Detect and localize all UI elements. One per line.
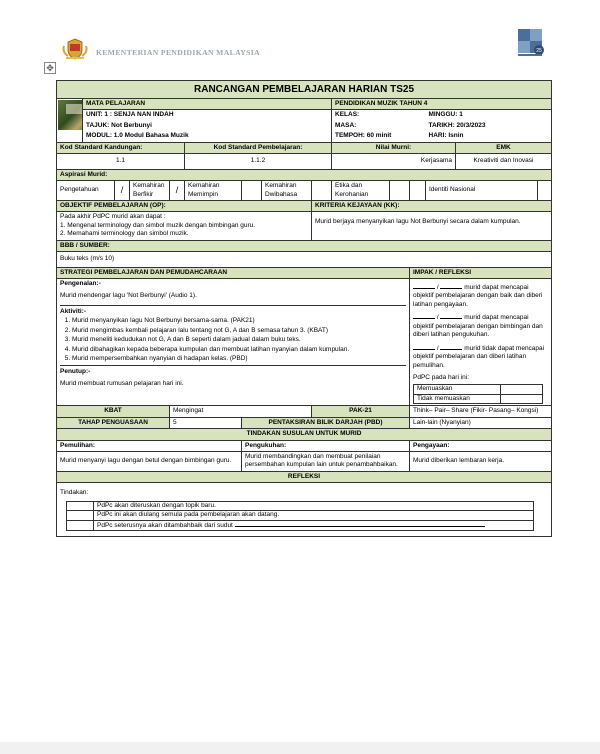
aspirasi-mark-4 <box>312 181 332 201</box>
pbd-label: PENTAKSIRAN BILIK DARJAH (PBD) <box>242 417 410 428</box>
nilai-murni: Kerjasama <box>332 154 456 169</box>
objektif-pembelajaran <box>57 212 312 240</box>
aspirasi-label: Aspirasi Murid: <box>57 169 552 180</box>
pengayaan-label: Pengayaan: <box>410 440 552 451</box>
aspirasi-pengetahuan: Pengetahuan <box>57 181 115 201</box>
pengayaan: Murid diberikan lembaran kerja. <box>410 452 552 472</box>
kod-sk-label: Kod Standard Kandungan: <box>57 142 185 153</box>
aktiviti-label: Aktiviti:- <box>60 305 406 316</box>
tindakan-label: Tindakan: <box>60 489 89 497</box>
kod-sp: 1.1.2 <box>185 154 332 169</box>
pemulihan: Murid menyanyi lagu dengan betul dengan bimbingan guru. <box>57 452 242 472</box>
page-bottom-strip <box>0 742 600 754</box>
aspirasi-mark-2: / <box>170 181 185 201</box>
impak-slash: / <box>436 284 439 291</box>
impak-item-1 <box>413 283 548 309</box>
tempoh: TEMPOH: 60 minit <box>332 131 426 142</box>
emk: Kreativiti dan Inovasi <box>456 154 552 169</box>
penutup-label: Penutup:- <box>60 365 406 376</box>
aktiviti-item: 1. Murid menyanyikan lagu Not Berbunyi bersama-sama. (PAK21) <box>72 317 406 325</box>
hari: HARI: Isnin <box>426 131 552 142</box>
aktiviti-item: 4. Murid dibahagikan kepada beberapa kumpulan dan membuat latihan nyanyian dalam kumpulan. <box>72 346 406 354</box>
plan-title: RANCANGAN PEMBELAJARAN HARIAN TS25 <box>57 81 552 99</box>
kelas: KELAS: <box>332 110 426 121</box>
tindakan-checkbox[interactable] <box>67 520 94 530</box>
tindakan-item-3 <box>94 520 534 530</box>
impak-content <box>410 279 552 406</box>
tindakan-table <box>66 501 534 531</box>
subject-name: PENDIDIKAN MUZIK TAHUN 4 <box>332 99 552 110</box>
pdpc-status-table <box>413 384 543 404</box>
impak-label: IMPAK / REFLEKSI <box>410 267 552 278</box>
kbat-label: KBAT <box>57 406 170 417</box>
pengenalan-label: Pengenalan:- <box>60 280 101 287</box>
refleksi-label: REFLEKSI <box>57 471 552 482</box>
malaysia-coat-of-arms-icon <box>60 38 90 60</box>
pengukuhan: Murid membandingkan dan membuat penilaian persembahan kumpulan lain untuk penambahbaikan. <box>242 452 410 472</box>
pbd: Lain-lain (Nyanyian) <box>410 417 552 428</box>
ts25-logo-number: 25 <box>536 48 542 54</box>
aktiviti-item: 2. Murid mengimbas kembali pelajaran lalu tentang not G, A dan B semasa tahun 3. (KBAT) <box>72 327 406 335</box>
modul: MODUL: 1.0 Modul Bahasa Muzik <box>83 131 332 142</box>
tidak-memuaskan-label: Tidak memuaskan <box>414 394 501 403</box>
masa: MASA: <box>332 121 426 131</box>
tindakan-checkbox[interactable] <box>67 511 94 520</box>
aspirasi-mark-3 <box>242 181 262 201</box>
strategi-label: STRATEGI PEMBELAJARAN DAN PEMUDAHCARAAN <box>57 267 410 278</box>
nilai-label: Nilai Murni: <box>332 142 456 153</box>
op-label: OBJEKTIF PEMBELAJARAN (OP): <box>57 200 312 211</box>
memuaskan-checkbox[interactable] <box>501 385 542 394</box>
aspirasi-dwibahasa: Kemahiran Dwibahasa <box>262 181 312 201</box>
tarikh: TARIKH: 20/3/2023 <box>426 121 552 131</box>
blank-line[interactable] <box>235 521 485 527</box>
pdpc-label: PdPC pada hari ini: <box>413 373 470 381</box>
textbook-cover <box>57 99 83 143</box>
pak-label: PAK-21 <box>312 406 410 417</box>
ministry-name: KEMENTERIAN PENDIDIKAN MALAYSIA <box>96 48 261 57</box>
kbat: Mengingat <box>170 406 312 417</box>
pak21: Think– Pair– Share (Fikir- Pasang– Kongsi) <box>410 406 552 417</box>
move-handle-icon[interactable]: ✥ <box>44 62 56 74</box>
aktiviti-item: 3. Murid meneliti kedudukan not G, A dan B seperti dalam jadual dalam buku teks. <box>72 336 406 344</box>
op-item-1: 1. Mengenal terminology dan simbol muzik dengan bimbingan guru. <box>60 221 256 229</box>
bbb-label: BBB / SUMBER: <box>57 240 552 251</box>
unit: UNIT: 1 : SENJA NAN INDAH <box>83 110 332 121</box>
aktiviti-list <box>60 317 406 363</box>
bbb-sumber: Buku teks (m/s 10) <box>57 252 552 267</box>
penutup-text: Murid membuat rumusan pelajaran hari ini. <box>60 379 184 387</box>
op-item-2: 2. Memahami terminology dan simbol muzik. <box>60 230 189 238</box>
impak-slash: / <box>436 314 439 322</box>
emk-label: EMK <box>456 142 552 153</box>
impak-item-2 <box>413 313 548 339</box>
aspirasi-identiti: Identiti Nasional <box>426 181 538 201</box>
pemulihan-label: Pemulihan: <box>57 440 242 451</box>
rph-table <box>56 80 552 537</box>
refleksi-content <box>57 483 552 537</box>
tindakan-item: PdPc seterusnya akan ditambahbaik dari sudut <box>97 521 233 529</box>
kod-sp-label: Kod Standard Pembelajaran: <box>185 142 332 153</box>
susulan-label: TINDAKAN SUSULAN UNTUK MURID <box>57 429 552 440</box>
memuaskan-label: Memuaskan <box>414 385 501 394</box>
tahap-label: TAHAP PENGUASAAN <box>57 417 170 428</box>
kk-label: KRITERIA KEJAYAAN (KK): <box>312 200 552 211</box>
impak-item-3 <box>413 344 548 370</box>
pengukuhan-label: Pengukuhan: <box>242 440 410 451</box>
mata-pelajaran-label: MATA PELAJARAN <box>83 99 332 110</box>
impak-text-1: murid dapat mencapai objektif pembelajaran dengan baik dan diberi latihan pengayaan. <box>413 284 543 308</box>
kriteria-kejayaan: Murid berjaya menyanyikan lagu Not Berbunyi secara dalam kumpulan. <box>312 212 552 240</box>
impak-slash: / <box>436 344 439 352</box>
tindakan-item: PdPc ini akan diulang semula pada pembelajaran akan datang. <box>94 511 534 520</box>
tindakan-item: PdPc akan diteruskan dengan topik baru. <box>94 501 534 510</box>
impak-text-2: murid dapat mencapai objektif pembelajaran dengan bimbingan dan diberi latihan pengukuhan. <box>413 314 543 339</box>
pengenalan-text: Murid mendengar lagu 'Not Berbunyi' (Audio 1). <box>60 292 197 300</box>
tajuk: TAJUK: Not Berbunyi <box>83 121 332 131</box>
aspirasi-mark-1: / <box>115 181 130 201</box>
tidak-memuaskan-checkbox[interactable] <box>501 394 542 403</box>
aktiviti-item: 5. Murid mempersembahkan nyanyian di hadapan kelas. (PBD) <box>72 355 406 363</box>
kod-sk: 1.1 <box>57 154 185 169</box>
aspirasi-etika: Etika dan Kerohanian <box>332 181 390 201</box>
ts25-logo <box>512 24 548 60</box>
tindakan-checkbox[interactable] <box>67 501 94 510</box>
strategi-content <box>57 279 410 406</box>
aspirasi-mark-5 <box>390 181 410 201</box>
textbook-cover-image <box>58 100 83 130</box>
op-intro: Pada akhir PdPC murid akan dapat : <box>60 213 166 221</box>
aspirasi-memimpin: Kemahiran Memimpin <box>185 181 242 201</box>
aspirasi-berfikir: Kemahiran Berfikir <box>130 181 170 201</box>
aspirasi-mark-6 <box>538 181 552 201</box>
tahap-penguasaan: 5 <box>170 417 242 428</box>
minggu: MINGGU: 1 <box>426 110 552 121</box>
impak-text-3: murid tidak dapat mencapai objektif pembelajaran dan diberi latihan pemulihan. <box>413 344 545 369</box>
aspirasi-mark-5b <box>410 181 426 201</box>
